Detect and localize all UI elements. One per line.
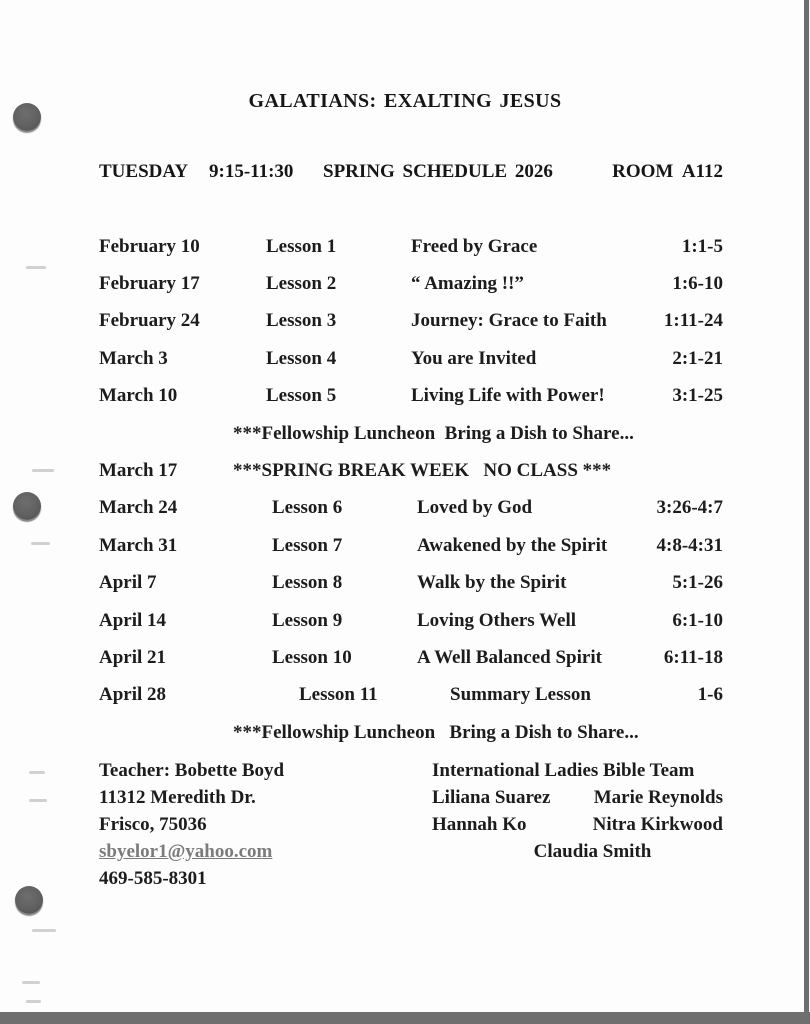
title-cell: Freed by Grace	[411, 235, 538, 257]
room-label: ROOM A112	[612, 161, 723, 182]
table-row	[99, 639, 723, 676]
lesson-cell: Lesson 10	[272, 646, 352, 668]
verses-cell: 6:1-10	[672, 609, 723, 631]
scan-edge-bottom	[0, 1012, 810, 1024]
date-cell: April 7	[99, 572, 157, 594]
date-cell: April 14	[99, 609, 167, 631]
table-row	[99, 265, 723, 302]
lesson-cell: Lesson 11	[299, 684, 378, 706]
time-label: 9:15-11:30	[209, 161, 294, 182]
date-cell: March 31	[99, 534, 178, 556]
table-row	[99, 490, 723, 527]
lesson-cell: Lesson 2	[266, 273, 337, 295]
date-cell: March 17	[99, 460, 178, 482]
lesson-cell: Lesson 5	[266, 385, 337, 407]
date-cell: March 10	[99, 385, 178, 407]
team-member: Claudia Smith	[533, 841, 652, 862]
scan-mark	[29, 799, 47, 802]
break-text: ***SPRING BREAK WEEK NO CLASS ***	[233, 460, 612, 482]
lesson-cell: Lesson 3	[266, 310, 337, 332]
title-cell: Summary Lesson	[450, 684, 591, 706]
scan-mark	[32, 929, 56, 932]
verses-cell: 4:8-4:31	[656, 534, 723, 556]
title-cell: A Well Balanced Spirit	[417, 646, 602, 668]
team-members-row	[432, 811, 723, 838]
schedule-header	[99, 161, 723, 183]
teacher-address-line1: 11312 Meredith Dr.	[99, 787, 256, 808]
title-cell: Walk by the Spirit	[417, 572, 567, 594]
table-row	[99, 602, 723, 639]
schedule-table	[99, 228, 723, 751]
table-row	[99, 378, 723, 415]
team-member: Liliana Suarez	[432, 787, 551, 808]
hole-punch-middle	[13, 492, 41, 520]
verses-cell: 1:11-24	[663, 310, 723, 332]
lesson-cell: Lesson 7	[272, 534, 343, 556]
teacher-address-line2: Frisco, 75036	[99, 814, 207, 835]
day-label: TUESDAY	[99, 161, 189, 182]
teacher-email-link[interactable]: sbyelor1@yahoo.com	[99, 841, 273, 862]
footer	[99, 757, 723, 892]
verses-cell: 3:1-25	[672, 385, 723, 407]
team-member: Marie Reynolds	[593, 787, 723, 808]
date-cell: February 24	[99, 310, 200, 332]
verses-cell: 3:26-4:7	[656, 497, 723, 519]
note-text: ***Fellowship Luncheon Bring a Dish to Share...	[233, 722, 639, 744]
verses-cell: 5:1-26	[672, 572, 723, 594]
date-cell: April 28	[99, 684, 167, 706]
table-row	[99, 340, 723, 377]
team-member: Nitra Kirkwood	[592, 814, 723, 835]
note-text: ***Fellowship Luncheon Bring a Dish to Share...	[233, 422, 634, 444]
lesson-cell: Lesson 9	[272, 609, 343, 631]
spring-break-row	[99, 452, 723, 489]
verses-cell: 2:1-21	[672, 347, 723, 369]
scan-mark	[26, 1000, 41, 1003]
verses-cell: 1:1-5	[681, 235, 723, 257]
date-cell: March 3	[99, 347, 168, 369]
date-cell: April 21	[99, 646, 167, 668]
table-row	[99, 303, 723, 340]
scan-mark	[29, 771, 45, 774]
table-row	[99, 677, 723, 714]
title-cell: Living Life with Power!	[411, 385, 605, 407]
scan-edge-right	[804, 0, 809, 1024]
scan-mark	[22, 981, 40, 984]
date-cell: March 24	[99, 497, 178, 519]
scan-mark	[26, 266, 46, 269]
bible-team-block	[432, 757, 723, 892]
table-row	[99, 565, 723, 602]
fellowship-note-row	[99, 714, 723, 751]
title-cell: “ Amazing !!”	[411, 273, 524, 295]
title-cell: Awakened by the Spirit	[417, 534, 608, 556]
term-label: SPRING SCHEDULE 2026	[323, 161, 553, 182]
verses-cell: 1-6	[697, 684, 723, 706]
date-cell: February 10	[99, 235, 200, 257]
title-cell: You are Invited	[411, 347, 537, 369]
verses-cell: 1:6-10	[672, 273, 723, 295]
hole-punch-bottom	[15, 886, 43, 914]
title-cell: Loving Others Well	[417, 609, 577, 631]
scan-mark	[31, 542, 50, 545]
teacher-phone: 469-585-8301	[99, 868, 207, 889]
title-cell: Loved by God	[417, 497, 533, 519]
lesson-cell: Lesson 6	[272, 497, 343, 519]
fellowship-note-row	[99, 415, 723, 452]
team-member: Hannah Ko	[432, 814, 527, 835]
table-row	[99, 527, 723, 564]
scan-mark	[32, 469, 54, 472]
lesson-cell: Lesson 4	[266, 347, 337, 369]
lesson-cell: Lesson 1	[266, 235, 337, 257]
teacher-name: Teacher: Bobette Boyd	[99, 760, 285, 781]
team-members-row	[432, 784, 723, 811]
team-heading: International Ladies Bible Team	[432, 760, 695, 781]
date-cell: February 17	[99, 273, 200, 295]
page-title: GALATIANS: EXALTING JESUS	[248, 90, 562, 112]
title-cell: Journey: Grace to Faith	[411, 310, 607, 332]
lesson-cell: Lesson 8	[272, 572, 343, 594]
verses-cell: 6:11-18	[663, 646, 723, 668]
table-row	[99, 228, 723, 265]
teacher-contact-block	[99, 757, 409, 892]
